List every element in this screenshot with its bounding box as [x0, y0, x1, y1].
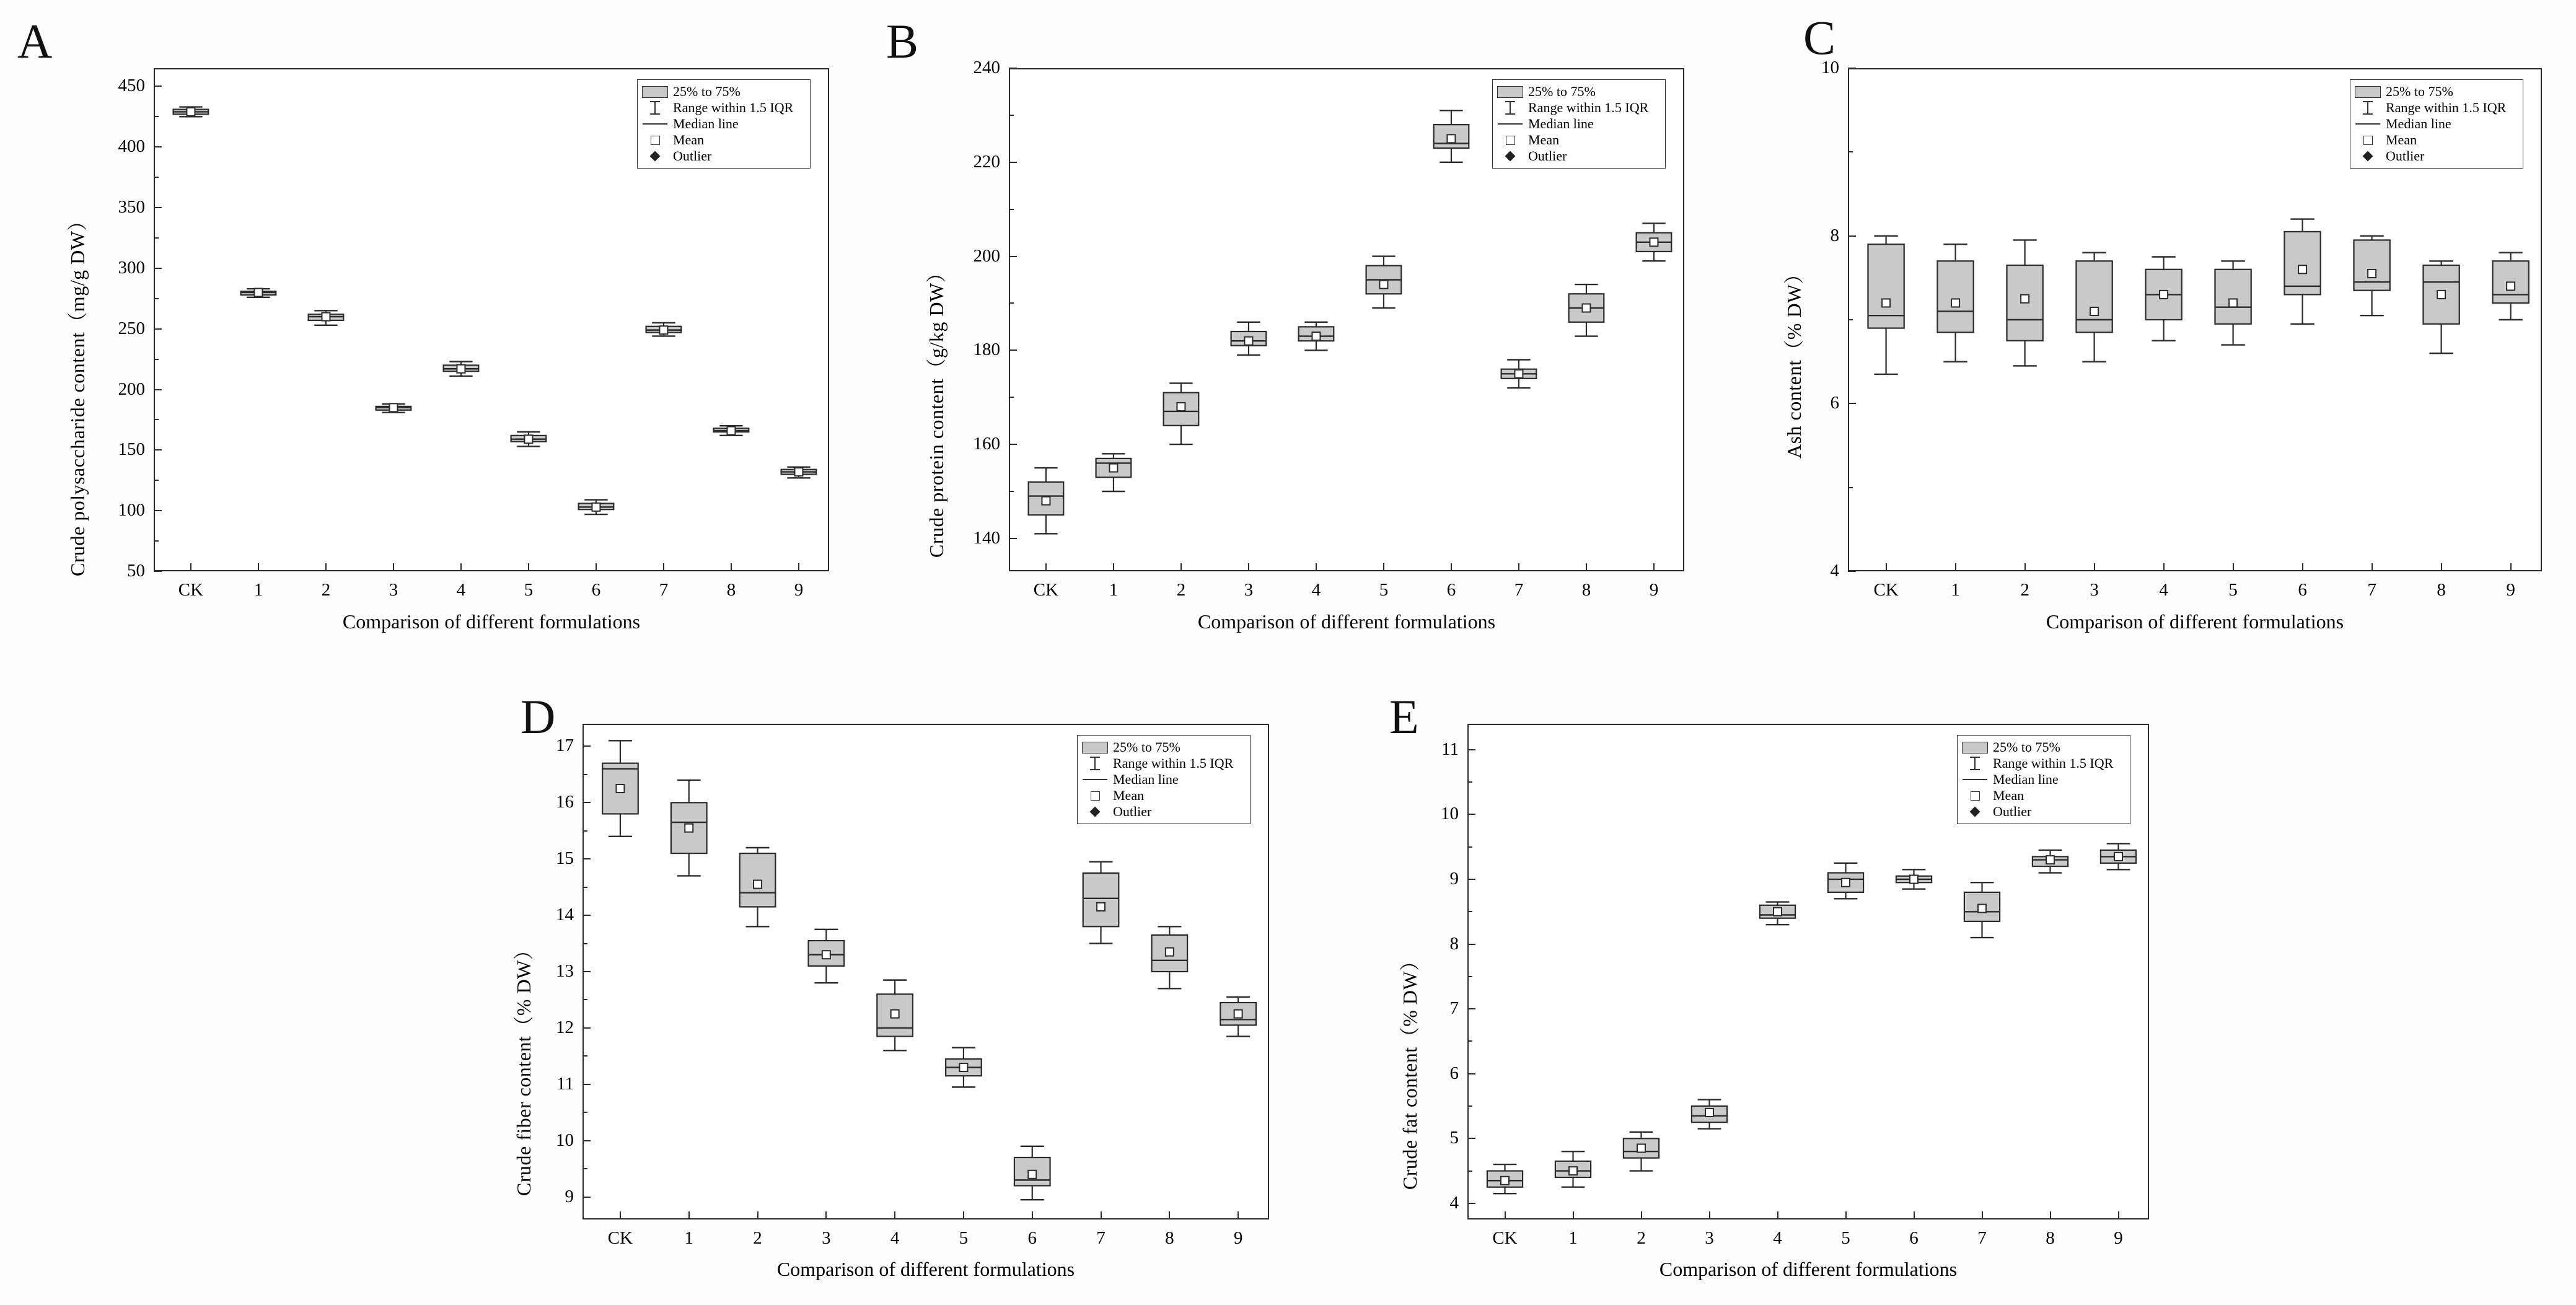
y-tick-label: 160	[973, 434, 1000, 454]
panel-label-a: A	[17, 14, 53, 68]
y-axis-label-c: Ash content（% DW）	[1783, 263, 1805, 459]
legend-row-mean	[1497, 132, 1660, 148]
legend-label-outlier: Outlier	[2386, 148, 2425, 164]
legend-row-whisker	[641, 100, 805, 116]
x-tick-mark	[1573, 1211, 1574, 1219]
x-tick-label: CK	[1873, 580, 1899, 600]
legend-label-box: 25% to 75%	[1113, 739, 1180, 755]
legend-label-outlier: Outlier	[673, 148, 712, 164]
x-tick-mark	[1709, 1211, 1710, 1219]
x-tick-label: 5	[2228, 580, 2238, 600]
x-tick-mark	[2050, 1211, 2051, 1219]
x-tick-mark	[1383, 563, 1384, 571]
legend-row-box	[2354, 84, 2518, 100]
x-tick-label: 4	[1773, 1228, 1782, 1248]
legend-label-mean: Mean	[1993, 788, 2024, 803]
x-tick-mark	[1777, 1211, 1778, 1219]
legend-row-whisker	[1081, 755, 1245, 771]
x-tick-label: 7	[2367, 580, 2376, 600]
y-tick-label: 200	[118, 379, 145, 399]
legend-row-box	[1081, 739, 1245, 755]
legend-key-whisker	[1081, 757, 1109, 770]
x-tick-mark	[1586, 563, 1587, 571]
y-tick-label: 6	[1830, 393, 1839, 413]
legend-b	[1492, 79, 1666, 169]
x-tick-mark	[2094, 563, 2095, 571]
legend-label-whisker: Range within 1.5 IQR	[1113, 755, 1234, 771]
legend-row-whisker	[1497, 100, 1660, 116]
y-tick-label: 180	[973, 340, 1000, 360]
x-tick-label: 9	[794, 580, 804, 600]
y-minor-tick-mark	[582, 1168, 587, 1169]
x-tick-mark	[2302, 563, 2303, 571]
legend-key-median	[2354, 117, 2381, 131]
x-tick-mark	[1180, 563, 1182, 571]
legend-row-median	[1497, 116, 1660, 132]
legend-key-box	[641, 85, 669, 99]
legend-label-whisker: Range within 1.5 IQR	[673, 100, 794, 115]
legend-key-outlier	[1961, 805, 1989, 819]
y-minor-tick-mark	[1467, 846, 1472, 848]
x-tick-label: CK	[1033, 580, 1059, 600]
x-tick-label: 9	[1649, 580, 1659, 600]
legend-label-outlier: Outlier	[1993, 804, 2032, 819]
x-tick-mark	[963, 1211, 964, 1219]
y-tick-mark	[1848, 68, 1856, 69]
y-tick-mark	[1467, 1008, 1475, 1009]
y-minor-tick-mark	[154, 359, 159, 360]
x-tick-mark	[620, 1211, 621, 1219]
y-tick-label: 9	[565, 1186, 574, 1206]
y-tick-mark	[1009, 68, 1017, 69]
y-tick-mark	[1009, 162, 1017, 163]
y-tick-label: 14	[556, 905, 574, 925]
legend-d	[1077, 735, 1251, 824]
x-axis-label-a: Comparison of different formulations	[342, 610, 641, 633]
legend-row-box	[641, 84, 805, 100]
y-tick-mark	[1009, 538, 1017, 539]
x-tick-mark	[731, 563, 732, 571]
y-tick-label: 50	[127, 561, 145, 581]
y-minor-tick-mark	[1848, 151, 1853, 152]
x-tick-label: 4	[890, 1228, 900, 1248]
x-tick-mark	[1982, 1211, 1983, 1219]
legend-row-whisker	[1961, 755, 2125, 771]
x-tick-label: 8	[2437, 580, 2446, 600]
y-minor-tick-mark	[1009, 491, 1014, 492]
y-tick-label: 200	[973, 245, 1000, 266]
x-tick-label: 3	[822, 1228, 831, 1248]
x-tick-mark	[1886, 563, 1887, 571]
y-tick-label: 7	[1449, 998, 1459, 1019]
x-tick-label: 9	[2114, 1228, 2123, 1248]
legend-key-mean	[641, 133, 669, 147]
x-tick-label: 2	[1637, 1228, 1646, 1248]
x-tick-label: 8	[1165, 1228, 1174, 1248]
x-tick-label: 6	[1027, 1228, 1037, 1248]
x-tick-mark	[688, 1211, 690, 1219]
legend-c	[2350, 79, 2523, 169]
x-tick-label: 7	[659, 580, 669, 600]
x-tick-label: 3	[389, 580, 398, 600]
x-tick-label: 1	[1951, 580, 1960, 600]
y-axis-label-d: Crude fiber content（% DW）	[512, 939, 535, 1196]
x-tick-mark	[894, 1211, 895, 1219]
y-minor-tick-mark	[582, 830, 587, 832]
x-tick-label: 7	[1096, 1228, 1106, 1248]
x-tick-label: 7	[1977, 1228, 1987, 1248]
x-tick-label: 6	[2298, 580, 2307, 600]
y-minor-tick-mark	[154, 116, 159, 117]
x-tick-mark	[1237, 1211, 1239, 1219]
legend-label-outlier: Outlier	[1528, 148, 1567, 164]
legend-key-whisker	[1497, 101, 1524, 115]
x-tick-label: CK	[607, 1228, 633, 1248]
legend-label-mean: Mean	[673, 132, 705, 147]
y-tick-mark	[1467, 1073, 1475, 1074]
legend-label-mean: Mean	[1528, 132, 1560, 147]
x-tick-label: 5	[1379, 580, 1389, 600]
y-tick-label: 15	[556, 848, 574, 869]
y-minor-tick-mark	[154, 298, 159, 299]
y-tick-mark	[582, 1197, 591, 1198]
x-tick-mark	[1505, 1211, 1506, 1219]
y-tick-mark	[1009, 444, 1017, 445]
x-tick-label: 8	[1581, 580, 1591, 600]
x-tick-mark	[1641, 1211, 1642, 1219]
x-tick-label: 8	[2046, 1228, 2055, 1248]
y-minor-tick-mark	[154, 237, 159, 239]
legend-row-whisker	[2354, 100, 2518, 116]
x-tick-mark	[1955, 563, 1956, 571]
legend-label-box: 25% to 75%	[1528, 84, 1596, 99]
x-tick-mark	[2233, 563, 2234, 571]
y-minor-tick-mark	[1009, 115, 1014, 116]
x-tick-label: 4	[456, 580, 466, 600]
y-minor-tick-mark	[154, 419, 159, 420]
x-tick-label: 8	[726, 580, 736, 600]
legend-key-median	[1961, 773, 1989, 786]
x-tick-label: 4	[1311, 580, 1321, 600]
y-minor-tick-mark	[1848, 487, 1853, 488]
legend-label-whisker: Range within 1.5 IQR	[2386, 100, 2507, 115]
legend-key-whisker	[2354, 101, 2381, 115]
x-tick-mark	[1248, 563, 1249, 571]
y-tick-mark	[1848, 403, 1856, 404]
x-tick-label: 5	[524, 580, 534, 600]
legend-key-median	[641, 117, 669, 131]
y-tick-mark	[1848, 235, 1856, 237]
x-tick-mark	[1101, 1211, 1102, 1219]
legend-label-median: Median line	[1528, 116, 1594, 131]
legend-key-box	[1497, 85, 1524, 99]
x-tick-label: 1	[1109, 580, 1119, 600]
legend-row-outlier	[2354, 148, 2518, 164]
y-tick-mark	[582, 858, 591, 859]
y-axis-label-e: Crude fat content（% DW）	[1399, 951, 1421, 1190]
legend-row-mean	[1961, 788, 2125, 804]
y-tick-label: 9	[1449, 868, 1459, 889]
legend-key-whisker	[1961, 757, 1989, 770]
legend-label-outlier: Outlier	[1113, 804, 1152, 819]
x-axis-label-d: Comparison of different formulations	[776, 1258, 1075, 1280]
x-tick-label: 1	[253, 580, 263, 600]
legend-row-median	[1961, 771, 2125, 788]
y-tick-mark	[154, 510, 162, 511]
x-tick-label: 6	[1446, 580, 1456, 600]
x-tick-label: 1	[684, 1228, 693, 1248]
x-tick-mark	[663, 563, 664, 571]
y-tick-label: 240	[973, 58, 1000, 77]
y-axis-label-b: Crude protein content（g/kg DW）	[925, 262, 947, 558]
y-tick-mark	[154, 389, 162, 390]
legend-label-mean: Mean	[1113, 788, 1145, 803]
x-tick-label: 2	[321, 580, 331, 600]
y-tick-mark	[154, 449, 162, 450]
x-tick-mark	[2163, 563, 2165, 571]
y-tick-label: 6	[1449, 1063, 1459, 1083]
x-tick-mark	[825, 1211, 827, 1219]
y-minor-tick-mark	[582, 1112, 587, 1113]
y-minor-tick-mark	[582, 999, 587, 1000]
x-tick-label: CK	[1492, 1228, 1518, 1248]
y-tick-label: 100	[118, 500, 145, 521]
legend-label-box: 25% to 75%	[2386, 84, 2453, 99]
y-minor-tick-mark	[1467, 1171, 1472, 1172]
x-axis-label-e: Comparison of different formulations	[1659, 1258, 1958, 1280]
x-tick-label: 2	[1176, 580, 1186, 600]
y-tick-label: 17	[556, 736, 574, 756]
legend-e	[1957, 735, 2130, 824]
x-tick-mark	[1113, 563, 1114, 571]
legend-row-mean	[641, 132, 805, 148]
y-axis-label-a: Crude polysaccharide content（mg/g DW）	[66, 211, 89, 576]
x-tick-label: 5	[959, 1228, 969, 1248]
x-tick-mark	[2510, 563, 2512, 571]
legend-key-box	[1081, 740, 1109, 754]
x-tick-label: 4	[2159, 580, 2168, 600]
legend-key-whisker	[641, 101, 669, 115]
legend-key-box	[2354, 85, 2381, 99]
y-tick-mark	[154, 207, 162, 208]
x-tick-mark	[2441, 563, 2442, 571]
x-tick-mark	[1451, 563, 1452, 571]
x-tick-label: 6	[591, 580, 601, 600]
legend-row-outlier	[641, 148, 805, 164]
x-tick-mark	[460, 563, 462, 571]
y-tick-mark	[154, 268, 162, 269]
x-tick-mark	[1316, 563, 1317, 571]
x-tick-mark	[528, 563, 529, 571]
y-tick-label: 140	[973, 527, 1000, 548]
y-tick-mark	[154, 328, 162, 330]
panel-label-d: D	[521, 690, 556, 744]
y-minor-tick-mark	[1467, 976, 1472, 977]
x-tick-label: 9	[1233, 1228, 1243, 1248]
y-tick-label: 300	[118, 257, 145, 278]
y-tick-mark	[1848, 571, 1856, 572]
y-tick-label: 150	[118, 439, 145, 460]
y-tick-label: 350	[118, 197, 145, 217]
y-tick-label: 10	[1441, 804, 1459, 824]
y-tick-label: 12	[556, 1017, 574, 1037]
legend-label-whisker: Range within 1.5 IQR	[1528, 100, 1649, 115]
x-tick-mark	[325, 563, 327, 571]
x-tick-mark	[2118, 1211, 2119, 1219]
y-tick-mark	[582, 802, 591, 803]
legend-row-median	[1081, 771, 1245, 788]
legend-row-box	[1497, 84, 1660, 100]
x-tick-label: 3	[1705, 1228, 1714, 1248]
legend-label-median: Median line	[1113, 771, 1179, 787]
x-tick-label: 5	[1841, 1228, 1850, 1248]
panel-label-b: B	[886, 14, 919, 68]
y-tick-label: 400	[118, 136, 145, 157]
y-tick-label: 220	[973, 151, 1000, 172]
legend-row-median	[2354, 116, 2518, 132]
legend-label-box: 25% to 75%	[1993, 739, 2060, 755]
x-tick-mark	[1914, 1211, 1915, 1219]
x-tick-mark	[1653, 563, 1655, 571]
y-tick-mark	[154, 571, 162, 572]
y-minor-tick-mark	[582, 943, 587, 944]
x-tick-mark	[190, 563, 191, 571]
legend-row-outlier	[1961, 804, 2125, 820]
x-axis-label-b: Comparison of different formulations	[1197, 610, 1496, 633]
legend-label-median: Median line	[673, 116, 739, 131]
y-tick-label: 16	[556, 792, 574, 812]
y-tick-mark	[582, 1140, 591, 1141]
y-tick-label: 13	[556, 961, 574, 981]
legend-key-mean	[1081, 789, 1109, 802]
x-tick-label: 1	[1568, 1228, 1578, 1248]
x-tick-mark	[757, 1211, 758, 1219]
x-tick-mark	[2372, 563, 2373, 571]
x-tick-mark	[393, 563, 394, 571]
y-tick-label: 450	[118, 76, 145, 96]
legend-key-outlier	[2354, 149, 2381, 163]
x-tick-label: 9	[2506, 580, 2515, 600]
x-tick-mark	[1518, 563, 1519, 571]
x-tick-mark	[2024, 563, 2026, 571]
legend-row-mean	[2354, 132, 2518, 148]
y-tick-label: 10	[1821, 58, 1839, 77]
legend-label-whisker: Range within 1.5 IQR	[1993, 755, 2114, 771]
y-tick-label: 8	[1449, 933, 1459, 954]
x-tick-mark	[596, 563, 597, 571]
y-minor-tick-mark	[154, 177, 159, 178]
x-tick-mark	[1045, 563, 1047, 571]
y-tick-label: 4	[1830, 561, 1839, 581]
legend-label-median: Median line	[1993, 771, 2059, 787]
legend-row-outlier	[1081, 804, 1245, 820]
y-minor-tick-mark	[154, 480, 159, 481]
y-tick-mark	[1467, 1203, 1475, 1204]
y-tick-label: 11	[556, 1073, 574, 1094]
x-tick-mark	[1169, 1211, 1170, 1219]
legend-key-outlier	[641, 149, 669, 163]
y-tick-label: 250	[118, 318, 145, 338]
y-tick-mark	[582, 745, 591, 747]
y-tick-mark	[1467, 749, 1475, 750]
y-minor-tick-mark	[1467, 911, 1472, 912]
legend-label-median: Median line	[2386, 116, 2451, 131]
y-tick-mark	[1009, 349, 1017, 351]
y-tick-mark	[1009, 256, 1017, 257]
y-tick-mark	[1467, 1138, 1475, 1139]
legend-key-mean	[2354, 133, 2381, 147]
y-minor-tick-mark	[154, 540, 159, 542]
y-tick-mark	[154, 146, 162, 147]
legend-row-box	[1961, 739, 2125, 755]
legend-key-box	[1961, 740, 1989, 754]
x-tick-label: CK	[178, 580, 204, 600]
x-tick-mark	[1032, 1211, 1033, 1219]
legend-key-mean	[1961, 789, 1989, 802]
y-tick-label: 5	[1449, 1128, 1459, 1148]
x-tick-label: 2	[2020, 580, 2029, 600]
y-tick-mark	[154, 86, 162, 87]
legend-key-median	[1497, 117, 1524, 131]
y-tick-label: 8	[1830, 225, 1839, 245]
legend-row-mean	[1081, 788, 1245, 804]
y-tick-mark	[582, 915, 591, 916]
y-tick-mark	[1467, 944, 1475, 945]
x-tick-label: 3	[1244, 580, 1254, 600]
y-minor-tick-mark	[582, 1055, 587, 1057]
y-minor-tick-mark	[1009, 302, 1014, 304]
x-axis-label-c: Comparison of different formulations	[2046, 610, 2344, 633]
y-tick-label: 11	[1441, 739, 1459, 759]
y-tick-mark	[1467, 814, 1475, 815]
y-tick-label: 10	[556, 1130, 574, 1150]
y-tick-mark	[582, 1084, 591, 1085]
y-tick-mark	[1467, 879, 1475, 880]
x-tick-label: 7	[1514, 580, 1524, 600]
y-minor-tick-mark	[582, 774, 587, 775]
y-minor-tick-mark	[582, 887, 587, 888]
y-minor-tick-mark	[1009, 397, 1014, 398]
legend-key-outlier	[1497, 149, 1524, 163]
y-minor-tick-mark	[1467, 781, 1472, 783]
x-tick-mark	[258, 563, 259, 571]
x-tick-label: 6	[1909, 1228, 1919, 1248]
y-tick-mark	[582, 971, 591, 972]
legend-a	[637, 79, 811, 169]
legend-key-outlier	[1081, 805, 1109, 819]
y-minor-tick-mark	[1467, 1040, 1472, 1042]
panel-label-c: C	[1803, 11, 1836, 64]
y-minor-tick-mark	[1009, 209, 1014, 210]
x-tick-mark	[1845, 1211, 1847, 1219]
legend-label-box: 25% to 75%	[673, 84, 741, 99]
legend-key-mean	[1497, 133, 1524, 147]
x-tick-label: 3	[2090, 580, 2099, 600]
legend-row-outlier	[1497, 148, 1660, 164]
y-tick-mark	[582, 1027, 591, 1029]
legend-label-mean: Mean	[2386, 132, 2417, 147]
y-tick-label: 4	[1449, 1192, 1459, 1213]
legend-row-median	[641, 116, 805, 132]
panel-label-e: E	[1389, 690, 1419, 744]
x-tick-mark	[798, 563, 799, 571]
legend-key-median	[1081, 773, 1109, 786]
y-minor-tick-mark	[1467, 1105, 1472, 1107]
x-tick-label: 2	[753, 1228, 762, 1248]
y-minor-tick-mark	[1848, 319, 1853, 320]
